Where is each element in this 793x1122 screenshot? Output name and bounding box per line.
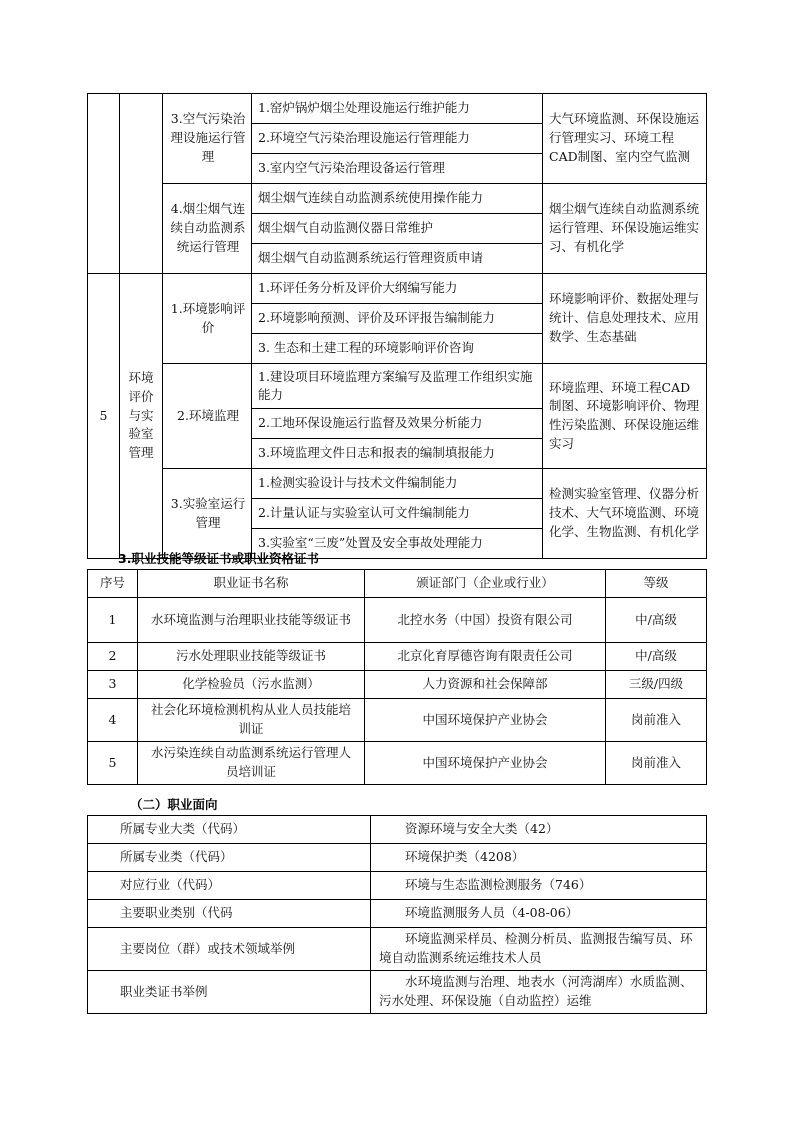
ability-item: 3. 生态和土建工程的环境影响评价咨询 [252,334,543,364]
label-cell: 职业类证书举例 [88,971,371,1014]
cell: 5 [88,742,138,785]
course-list: 环境监理、环境工程CAD制图、环境影响评价、物理性污染监测、环保设施运维实习 [543,364,707,469]
ability-item: 烟尘烟气自动监测系统运行管理资质申请 [252,244,543,274]
value-cell: 环境与生态监测检测服务（746） [371,872,707,900]
header-cell: 职业证书名称 [138,570,365,598]
table-header-row [88,570,707,598]
cell: 污水处理职业技能等级证书 [138,643,365,671]
table-row [88,598,707,643]
table-row [88,900,707,928]
table-row [88,971,707,1014]
course-list: 环境影响评价、数据处理与统计、信息处理技术、应用数学、生态基础 [543,274,707,364]
row-index-cell [88,94,120,274]
cell: 3 [88,671,138,699]
table-row [88,742,707,785]
cell: 岗前准入 [606,742,707,785]
ability-item: 1.建设项目环境监理方案编写及监理工作组织实施能力 [252,364,543,409]
value-cell: 资源环境与安全大类（42） [371,816,707,844]
area-name: 2.环境监理 [163,364,252,469]
section-heading-certificates: 3.职业技能等级证书或职业资格证书 [118,551,319,566]
cell: 人力资源和社会保障部 [365,671,606,699]
certificate-table [87,569,707,785]
area-name: 4.烟尘烟气连续自动监测系统运行管理 [163,184,252,274]
label-cell: 主要岗位（群）或技术领域举例 [88,928,371,971]
ability-item: 3.实验室“三废”处置及安全事故处理能力 [252,529,543,559]
course-list: 烟尘烟气连续自动监测系统运行管理、环保设施运维实习、有机化学 [543,184,707,274]
ability-item: 2.环境影响预测、评价及环评报告编制能力 [252,304,543,334]
ability-item: 1.环评任务分析及评价大纲编写能力 [252,274,543,304]
label-cell: 主要职业类别（代码 [88,900,371,928]
value-cell: 环境监测服务人员（4-08-06） [371,900,707,928]
table-row [88,928,707,971]
label-cell: 对应行业（代码） [88,872,371,900]
cell: 1 [88,598,138,643]
ability-item: 烟尘烟气连续自动监测系统使用操作能力 [252,184,543,214]
ability-item: 2.计量认证与实验室认可文件编制能力 [252,499,543,529]
ability-item: 3.室内空气污染治理设备运行管理 [252,154,543,184]
header-cell: 等级 [606,570,707,598]
table-row [88,671,707,699]
header-cell: 序号 [88,570,138,598]
cell: 2 [88,643,138,671]
cell: 北控水务（中国）投资有限公司 [365,598,606,643]
value-cell: 环境保护类（4208） [371,844,707,872]
table-row [88,643,707,671]
cell: 北京化育厚德咨询有限责任公司 [365,643,606,671]
area-name: 1.环境影响评价 [163,274,252,364]
ability-item: 烟尘烟气自动监测仪器日常维护 [252,214,543,244]
cell: 中/高级 [606,598,707,643]
label-cell: 所属专业类（代码） [88,844,371,872]
cell: 社会化环境检测机构从业人员技能培训证 [138,699,365,742]
domain-name: 环境评价与实验室管理 [120,274,163,559]
cell: 水污染连续自动监测系统运行管理人员培训证 [138,742,365,785]
label-cell: 所属专业大类（代码） [88,816,371,844]
table-row [88,816,707,844]
section-heading-orientation: （二）职业面向 [130,797,218,812]
ability-item: 1.检测实验设计与技术文件编制能力 [252,469,543,499]
table-row [88,844,707,872]
area-name: 3.空气污染治理设施运行管理 [163,94,252,184]
value-cell: 水环境监测与治理、地表水（河湾湖库）水质监测、污水处理、环保设施（自动监控）运维 [371,971,707,1014]
ability-table [87,93,707,559]
ability-item: 3.环境监理文件日志和报表的编制填报能力 [252,439,543,469]
row-index: 5 [88,274,120,559]
table-row [88,699,707,742]
value-cell: 环境监测采样员、检测分析员、监测报告编写员、环境自动监测系统运维技术人员 [371,928,707,971]
ability-item: 1.窑炉锅炉烟尘处理设施运行维护能力 [252,94,543,124]
cell: 中/高级 [606,643,707,671]
course-list: 大气环境监测、环保设施运行管理实习、环境工程CAD制图、室内空气监测 [543,94,707,184]
ability-item: 2.环境空气污染治理设施运行管理能力 [252,124,543,154]
domain-cell [120,94,163,274]
cell: 化学检验员（污水监测） [138,671,365,699]
header-cell: 颁证部门（企业或行业） [365,570,606,598]
cell: 水环境监测与治理职业技能等级证书 [138,598,365,643]
orientation-table [87,815,707,1014]
cell: 三级/四级 [606,671,707,699]
cell: 中国环境保护产业协会 [365,699,606,742]
ability-item: 2.工地环保设施运行监督及效果分析能力 [252,409,543,439]
area-name: 3.实验室运行管理 [163,469,252,559]
cell: 4 [88,699,138,742]
course-list: 检测实验室管理、仪器分析技术、大气环境监测、环境化学、生物监测、有机化学 [543,469,707,559]
cell: 岗前准入 [606,699,707,742]
table-row [88,872,707,900]
cell: 中国环境保护产业协会 [365,742,606,785]
